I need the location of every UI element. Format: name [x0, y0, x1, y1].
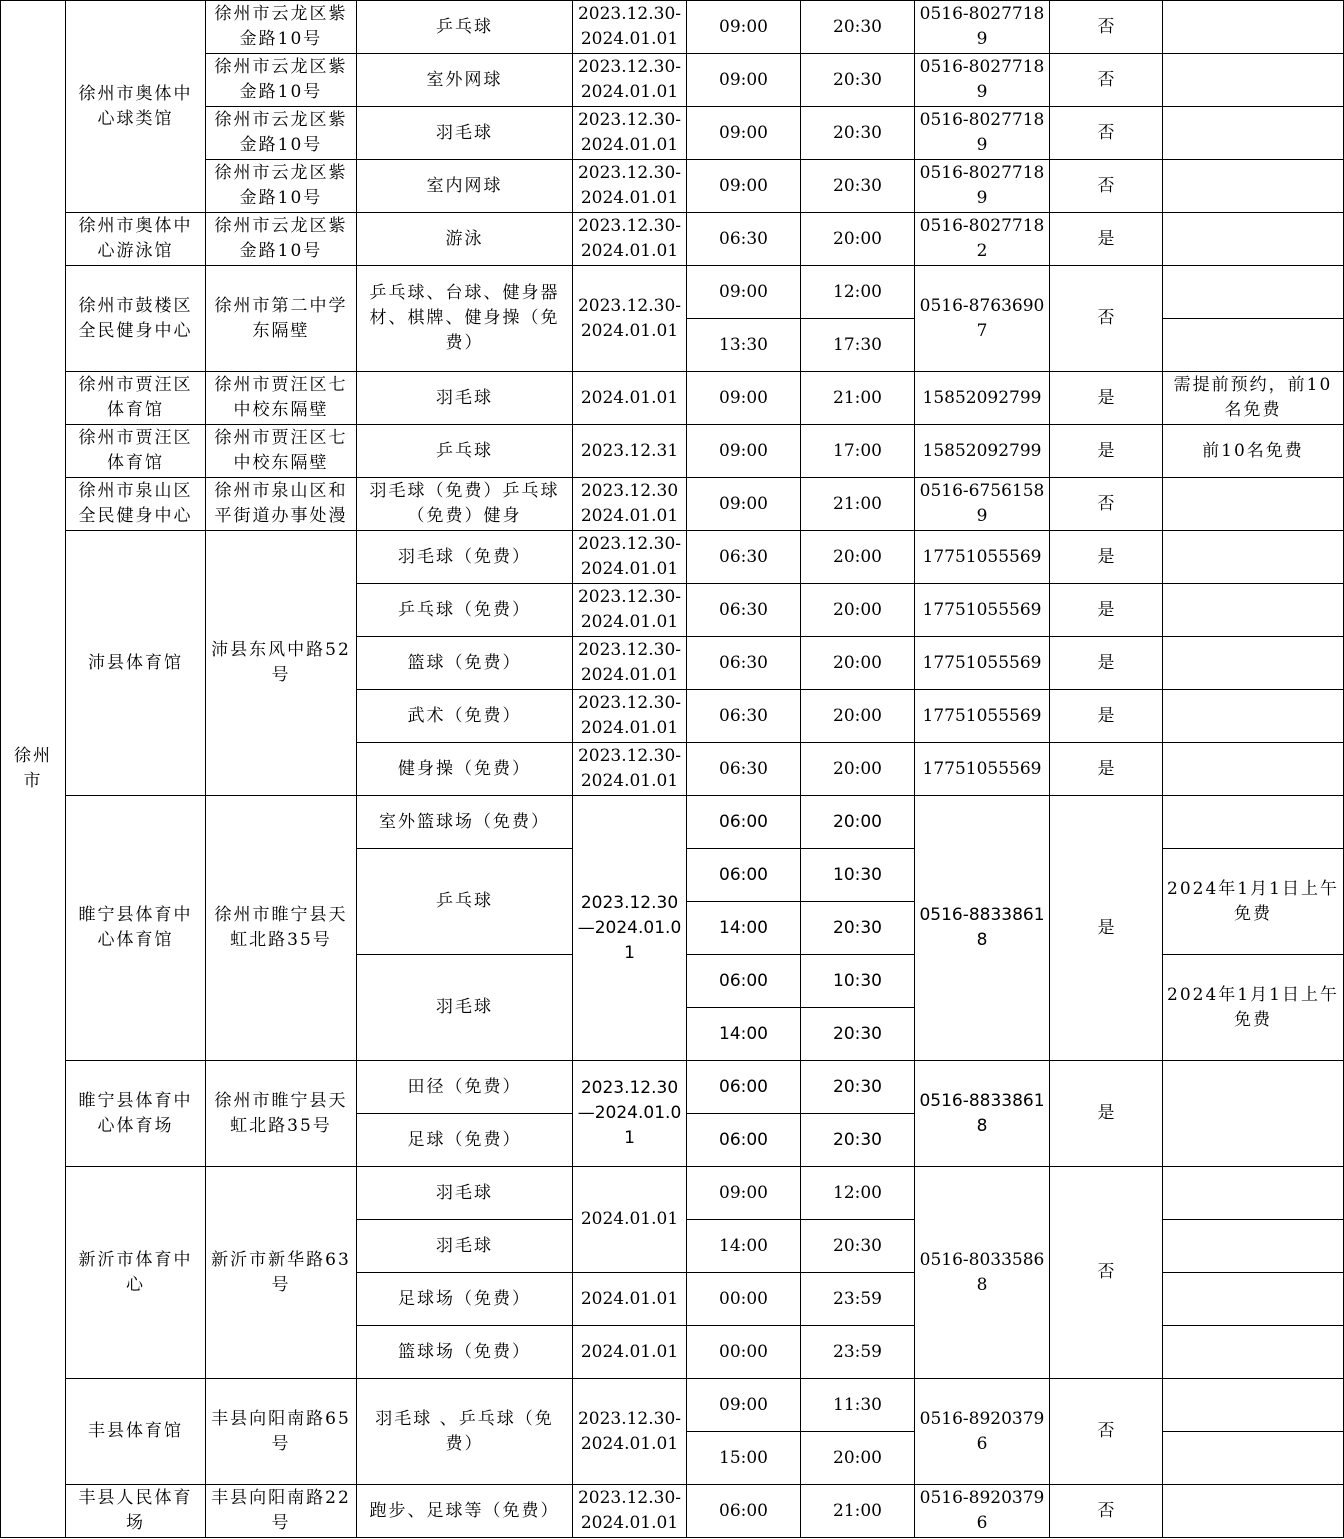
cell-phone: 0516-80277189: [915, 160, 1050, 213]
cell-note: [1163, 1432, 1344, 1485]
cell-note: [1163, 1485, 1344, 1538]
cell-sport: 乒乓球、台球、健身器材、棋牌、健身操（免费）: [357, 266, 573, 372]
cell-open: 06:30: [687, 213, 801, 266]
cell-sport: 羽毛球: [357, 955, 573, 1061]
cell-address: 徐州市云龙区紫金路10号: [206, 107, 357, 160]
table-row: [1, 213, 1344, 266]
cell-venue: 徐州市奥体中心游泳馆: [66, 213, 206, 266]
cell-note: [1163, 690, 1344, 743]
cell-flag: 否: [1050, 107, 1163, 160]
cell-date: 2023.12.30-2024.01.01: [573, 160, 687, 213]
cell-open: 06:00: [687, 1485, 801, 1538]
cell-flag: 是: [1050, 743, 1163, 796]
cell-date: 2024.01.01: [573, 372, 687, 425]
cell-address: 徐州市泉山区和平街道办事处漫: [206, 478, 357, 531]
cell-sport: 乒乓球: [357, 849, 573, 955]
cell-venue: 睢宁县体育中心体育馆: [66, 796, 206, 1061]
cell-open: 06:00: [687, 1114, 801, 1167]
cell-phone: 0516-67561589: [915, 478, 1050, 531]
cell-note: 2024年1月1日上午免费: [1163, 849, 1344, 955]
cell-date: 2023.12.30-2024.01.01: [573, 266, 687, 372]
cell-sport: 乒乓球: [357, 1, 573, 54]
cell-date: 2023.12.30-2024.01.01: [573, 531, 687, 584]
cell-note: [1163, 531, 1344, 584]
cell-open: 15:00: [687, 1432, 801, 1485]
cell-date: 2023.12.31: [573, 425, 687, 478]
cell-venue: 徐州市鼓楼区全民健身中心: [66, 266, 206, 372]
cell-note: [1163, 1061, 1344, 1167]
cell-sport: 健身操（免费）: [357, 743, 573, 796]
table-row: [1, 372, 1344, 425]
cell-note: [1163, 266, 1344, 319]
cell-close: 20:00: [801, 796, 915, 849]
cell-city: 徐州市: [1, 1, 66, 1538]
cell-sport: 羽毛球: [357, 107, 573, 160]
cell-close: 10:30: [801, 849, 915, 902]
cell-venue: 徐州市贾汪区体育馆: [66, 372, 206, 425]
cell-flag: 是: [1050, 531, 1163, 584]
cell-open: 13:30: [687, 319, 801, 372]
cell-sport: 乒乓球（免费）: [357, 584, 573, 637]
cell-note: [1163, 160, 1344, 213]
cell-date: 2024.01.01: [573, 1326, 687, 1379]
cell-open: 06:00: [687, 955, 801, 1008]
cell-sport: 跑步、足球等（免费）: [357, 1485, 573, 1538]
cell-open: 06:30: [687, 584, 801, 637]
cell-close: 20:30: [801, 1114, 915, 1167]
table-row: [1, 425, 1344, 478]
cell-open: 06:00: [687, 1061, 801, 1114]
cell-note: [1163, 1220, 1344, 1273]
cell-note: [1163, 1379, 1344, 1432]
cell-open: 06:30: [687, 531, 801, 584]
cell-sport: 乒乓球: [357, 425, 573, 478]
cell-sport: 篮球场（免费）: [357, 1326, 573, 1379]
table-row: [1, 1485, 1344, 1538]
cell-date: 2023.12.30-2024.01.01: [573, 1, 687, 54]
cell-flag: 否: [1050, 266, 1163, 372]
cell-date: 2023.12.30—2024.01.01: [573, 796, 687, 1061]
cell-date: 2023.12.30-2024.01.01: [573, 213, 687, 266]
cell-address: 徐州市云龙区紫金路10号: [206, 1, 357, 54]
cell-open: 09:00: [687, 478, 801, 531]
cell-address: 徐州市云龙区紫金路10号: [206, 54, 357, 107]
table-row: [1, 478, 1344, 531]
cell-open: 14:00: [687, 902, 801, 955]
cell-phone: 0516-80277189: [915, 1, 1050, 54]
cell-note: 需提前预约，前10名免费: [1163, 372, 1344, 425]
cell-open: 06:30: [687, 690, 801, 743]
cell-sport: 羽毛球（免费）: [357, 531, 573, 584]
cell-sport: 游泳: [357, 213, 573, 266]
cell-phone: 0516-88338618: [915, 796, 1050, 1061]
cell-phone: 0516-80277189: [915, 54, 1050, 107]
cell-close: 21:00: [801, 1485, 915, 1538]
cell-phone: 17751055569: [915, 690, 1050, 743]
cell-sport: 羽毛球 、乒乓球（免费）: [357, 1379, 573, 1485]
cell-note: 前10名免费: [1163, 425, 1344, 478]
cell-phone: 15852092799: [915, 372, 1050, 425]
table-row: [1, 1, 1344, 54]
cell-close: 20:00: [801, 584, 915, 637]
cell-flag: 是: [1050, 425, 1163, 478]
cell-phone: 17751055569: [915, 584, 1050, 637]
cell-close: 11:30: [801, 1379, 915, 1432]
table-body: [1, 1, 1344, 1538]
cell-note: [1163, 213, 1344, 266]
cell-flag: 否: [1050, 1379, 1163, 1485]
cell-phone: 0516-89203796: [915, 1379, 1050, 1485]
table-row: [1, 1167, 1344, 1220]
cell-close: 20:30: [801, 160, 915, 213]
cell-date: 2023.12.30—2024.01.01: [573, 1061, 687, 1167]
cell-sport: 足球场（免费）: [357, 1273, 573, 1326]
cell-flag: 否: [1050, 54, 1163, 107]
cell-flag: 否: [1050, 1, 1163, 54]
cell-sport: 羽毛球: [357, 1167, 573, 1220]
cell-close: 10:30: [801, 955, 915, 1008]
cell-note: [1163, 1326, 1344, 1379]
cell-date: 2023.12.30-2024.01.01: [573, 690, 687, 743]
cell-flag: 是: [1050, 213, 1163, 266]
cell-close: 20:30: [801, 1220, 915, 1273]
cell-open: 00:00: [687, 1326, 801, 1379]
cell-sport: 羽毛球: [357, 1220, 573, 1273]
cell-phone: 0516-80277189: [915, 107, 1050, 160]
table-row: [1, 796, 1344, 849]
cell-note: [1163, 796, 1344, 849]
cell-note: [1163, 584, 1344, 637]
cell-date: 2023.12.30-2024.01.01: [573, 54, 687, 107]
cell-date: 2023.12.30-2024.01.01: [573, 1485, 687, 1538]
cell-close: 20:30: [801, 54, 915, 107]
cell-venue: 新沂市体育中心: [66, 1167, 206, 1379]
cell-date: 2023.12.30-2024.01.01: [573, 584, 687, 637]
cell-sport: 室内网球: [357, 160, 573, 213]
cell-close: 20:00: [801, 213, 915, 266]
cell-note: [1163, 1273, 1344, 1326]
cell-date: 2023.12.30-2024.01.01: [573, 637, 687, 690]
cell-close: 20:00: [801, 637, 915, 690]
cell-close: 23:59: [801, 1326, 915, 1379]
cell-address: 徐州市云龙区紫金路10号: [206, 213, 357, 266]
cell-note: [1163, 478, 1344, 531]
cell-date: 2023.12.30-2024.01.01: [573, 107, 687, 160]
cell-close: 20:00: [801, 743, 915, 796]
cell-close: 20:30: [801, 902, 915, 955]
cell-close: 20:00: [801, 1432, 915, 1485]
cell-flag: 否: [1050, 1485, 1163, 1538]
cell-phone: 15852092799: [915, 425, 1050, 478]
cell-close: 20:00: [801, 690, 915, 743]
cell-address: 徐州市贾汪区七中校东隔壁: [206, 372, 357, 425]
cell-sport: 足球（免费）: [357, 1114, 573, 1167]
cell-venue: 丰县体育馆: [66, 1379, 206, 1485]
cell-open: 06:00: [687, 849, 801, 902]
cell-sport: 羽毛球（免费）乒乓球（免费）健身: [357, 478, 573, 531]
cell-address: 徐州市睢宁县天虹北路35号: [206, 1061, 357, 1167]
cell-phone: 0516-80277182: [915, 213, 1050, 266]
cell-close: 17:00: [801, 425, 915, 478]
cell-sport: 武术（免费）: [357, 690, 573, 743]
cell-address: 沛县东风中路52号: [206, 531, 357, 796]
cell-sport: 室外网球: [357, 54, 573, 107]
cell-venue: 丰县人民体育场: [66, 1485, 206, 1538]
cell-open: 09:00: [687, 372, 801, 425]
cell-open: 09:00: [687, 266, 801, 319]
cell-flag: 是: [1050, 1061, 1163, 1167]
cell-phone: 0516-87636907: [915, 266, 1050, 372]
cell-note: [1163, 107, 1344, 160]
cell-flag: 否: [1050, 160, 1163, 213]
cell-open: 09:00: [687, 1, 801, 54]
cell-phone: 17751055569: [915, 531, 1050, 584]
cell-phone: 0516-80335868: [915, 1167, 1050, 1379]
cell-close: 21:00: [801, 372, 915, 425]
cell-open: 09:00: [687, 160, 801, 213]
cell-close: 20:00: [801, 531, 915, 584]
cell-open: 09:00: [687, 54, 801, 107]
cell-phone: 0516-89203796: [915, 1485, 1050, 1538]
cell-date: 2023.12.30-2024.01.01: [573, 743, 687, 796]
cell-note: 2024年1月1日上午免费: [1163, 955, 1344, 1061]
cell-flag: 是: [1050, 637, 1163, 690]
cell-close: 20:30: [801, 1061, 915, 1114]
cell-address: 徐州市云龙区紫金路10号: [206, 160, 357, 213]
cell-close: 21:00: [801, 478, 915, 531]
cell-address: 徐州市第二中学东隔壁: [206, 266, 357, 372]
cell-note: [1163, 319, 1344, 372]
cell-close: 20:30: [801, 1008, 915, 1061]
cell-date: 2024.01.01: [573, 1273, 687, 1326]
cell-open: 00:00: [687, 1273, 801, 1326]
table-row: [1, 1379, 1344, 1432]
cell-venue: 睢宁县体育中心体育场: [66, 1061, 206, 1167]
cell-note: [1163, 637, 1344, 690]
cell-phone: 17751055569: [915, 637, 1050, 690]
cell-address: 丰县向阳南路22号: [206, 1485, 357, 1538]
cell-open: 14:00: [687, 1008, 801, 1061]
cell-address: 徐州市睢宁县天虹北路35号: [206, 796, 357, 1061]
cell-sport: 羽毛球: [357, 372, 573, 425]
cell-note: [1163, 743, 1344, 796]
cell-flag: 否: [1050, 1167, 1163, 1379]
cell-flag: 是: [1050, 584, 1163, 637]
cell-open: 09:00: [687, 425, 801, 478]
cell-venue: 沛县体育馆: [66, 531, 206, 796]
cell-note: [1163, 1, 1344, 54]
cell-phone: 17751055569: [915, 743, 1050, 796]
cell-open: 09:00: [687, 107, 801, 160]
cell-sport: 田径（免费）: [357, 1061, 573, 1114]
cell-flag: 是: [1050, 372, 1163, 425]
cell-note: [1163, 1167, 1344, 1220]
table-row: [1, 266, 1344, 319]
cell-close: 20:30: [801, 1, 915, 54]
cell-address: 徐州市贾汪区七中校东隔壁: [206, 425, 357, 478]
cell-flag: 是: [1050, 796, 1163, 1061]
cell-close: 12:00: [801, 266, 915, 319]
cell-close: 20:30: [801, 107, 915, 160]
cell-note: [1163, 54, 1344, 107]
cell-open: 06:30: [687, 743, 801, 796]
cell-date: 2024.01.01: [573, 1167, 687, 1273]
cell-close: 23:59: [801, 1273, 915, 1326]
cell-close: 17:30: [801, 319, 915, 372]
cell-venue: 徐州市奥体中心球类馆: [66, 1, 206, 213]
cell-open: 06:30: [687, 637, 801, 690]
cell-open: 06:00: [687, 796, 801, 849]
cell-venue: 徐州市泉山区全民健身中心: [66, 478, 206, 531]
cell-sport: 室外篮球场（免费）: [357, 796, 573, 849]
cell-phone: 0516-88338618: [915, 1061, 1050, 1167]
table-row: [1, 1061, 1344, 1114]
cell-address: 新沂市新华路63号: [206, 1167, 357, 1379]
cell-close: 12:00: [801, 1167, 915, 1220]
cell-open: 14:00: [687, 1220, 801, 1273]
cell-date: 2023.12.30 2024.01.01: [573, 478, 687, 531]
cell-flag: 否: [1050, 478, 1163, 531]
cell-venue: 徐州市贾汪区体育馆: [66, 425, 206, 478]
cell-flag: 是: [1050, 690, 1163, 743]
cell-open: 09:00: [687, 1379, 801, 1432]
cell-address: 丰县向阳南路65号: [206, 1379, 357, 1485]
cell-open: 09:00: [687, 1167, 801, 1220]
cell-sport: 篮球（免费）: [357, 637, 573, 690]
cell-date: 2023.12.30-2024.01.01: [573, 1379, 687, 1485]
table-row: [1, 531, 1344, 584]
